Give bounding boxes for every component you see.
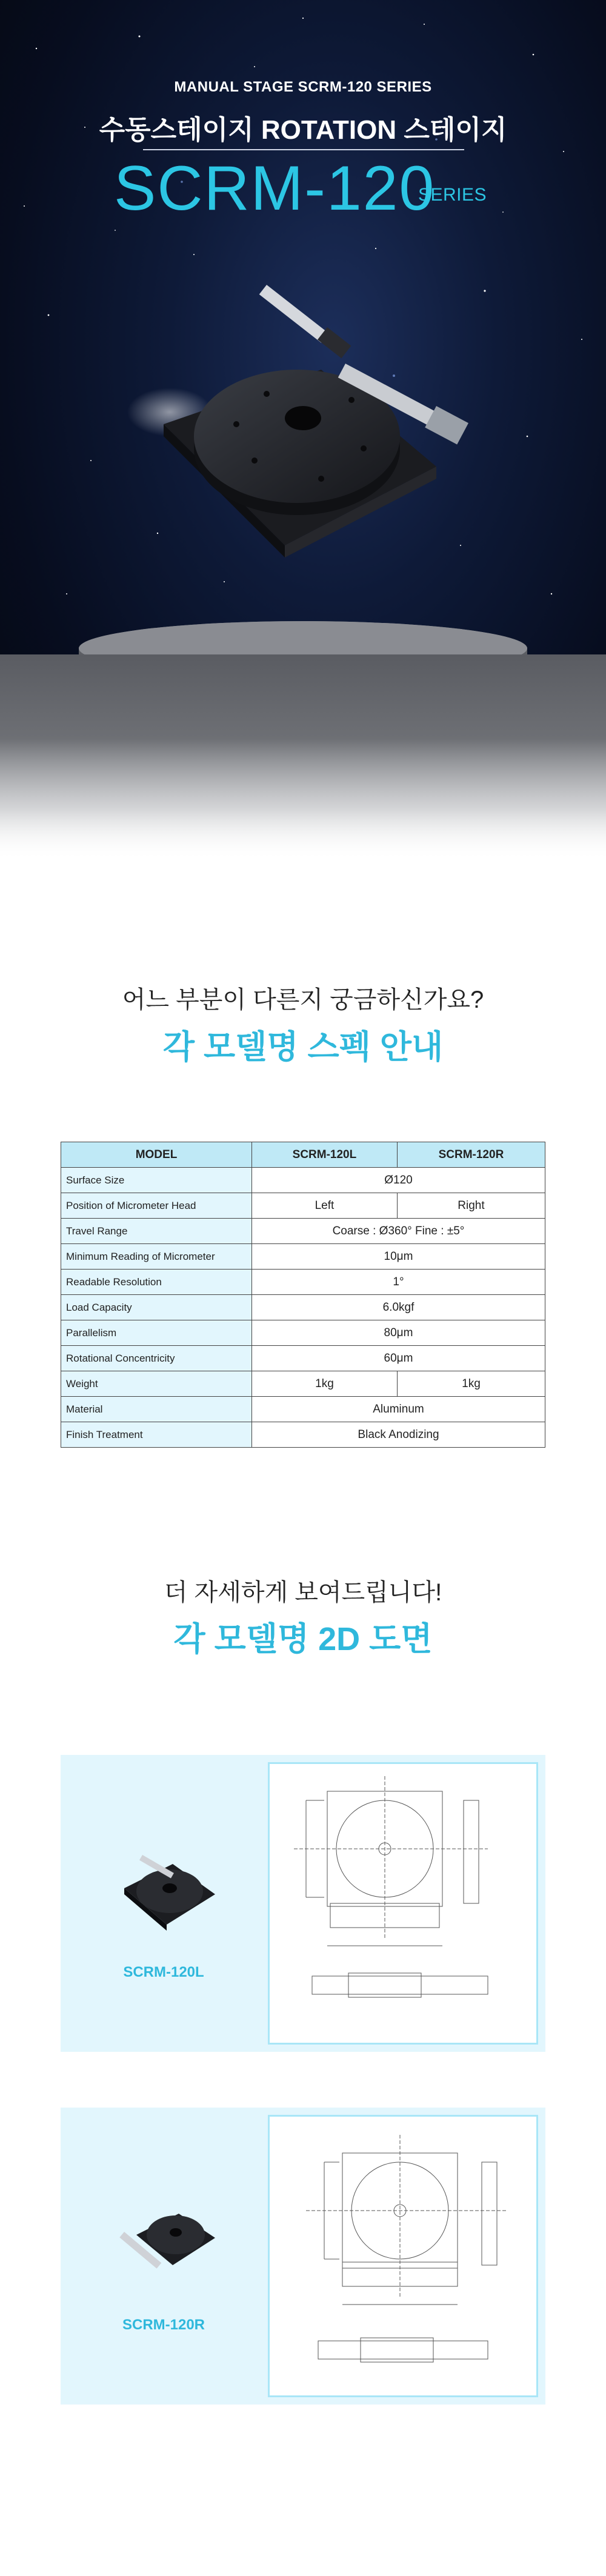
table-row [61, 1320, 545, 1346]
model-name-120r: SCRM-120R [122, 2317, 205, 2333]
table-header-120r: SCRM-120R [397, 1142, 545, 1168]
table-header-model: MODEL [61, 1142, 252, 1168]
row-label: Load Capacity [61, 1295, 252, 1320]
model-panel-120l [61, 1755, 545, 2052]
table-row [61, 1371, 545, 1397]
row-value: 80μm [252, 1320, 545, 1346]
spec-heading: 각 모델명 스펙 안내 [162, 1029, 444, 1065]
row-value-left: 1kg [252, 1371, 398, 1397]
hero-subtitle: MANUAL STAGE SCRM-120 SERIES [174, 79, 432, 95]
row-label: Material [61, 1397, 252, 1422]
drawing-heading: 각 모델명 2D 도면 [173, 1621, 433, 1657]
stage-thumbnail-120r [112, 2186, 221, 2295]
table-header-row [61, 1142, 545, 1168]
hero-series-label: SERIES [418, 185, 487, 205]
technical-drawing-120l [270, 1764, 536, 2043]
drawing-question: 더 자세하게 보여드립니다! [164, 1579, 442, 1606]
stage-thumbnail-120l [112, 1840, 221, 1943]
row-value: Coarse : Ø360° Fine : ±5° [252, 1219, 545, 1244]
row-label: Readable Resolution [61, 1270, 252, 1295]
row-value-left: Left [252, 1193, 398, 1219]
row-label: Parallelism [61, 1320, 252, 1346]
row-label: Finish Treatment [61, 1422, 252, 1448]
row-value: Black Anodizing [252, 1422, 545, 1448]
table-row [61, 1422, 545, 1448]
table-row [61, 1219, 545, 1244]
row-value: Ø120 [252, 1168, 545, 1193]
row-value-right: 1kg [397, 1371, 545, 1397]
row-label: Minimum Reading of Micrometer [61, 1244, 252, 1270]
rotation-stage-image [0, 0, 606, 667]
spec-table [61, 1142, 545, 1448]
row-label: Travel Range [61, 1219, 252, 1244]
hero-model-name: SCRM-120 [114, 153, 436, 224]
row-value: Aluminum [252, 1397, 545, 1422]
table-row [61, 1168, 545, 1193]
row-value-right: Right [397, 1193, 545, 1219]
table-header-120l: SCRM-120L [252, 1142, 398, 1168]
row-label: Position of Micrometer Head [61, 1193, 252, 1219]
row-label: Weight [61, 1371, 252, 1397]
row-value: 10μm [252, 1244, 545, 1270]
table-row [61, 1397, 545, 1422]
hero-banner [0, 0, 606, 860]
spec-question: 어느 부분이 다른지 궁금하신가요? [122, 987, 484, 1013]
table-row [61, 1270, 545, 1295]
table-row [61, 1295, 545, 1320]
table-row [61, 1346, 545, 1371]
row-value: 1° [252, 1270, 545, 1295]
table-row [61, 1193, 545, 1219]
drawing-frame-120r [268, 2115, 538, 2397]
row-label: Rotational Concentricity [61, 1346, 252, 1371]
hero-title: 수동스테이지 ROTATION 스테이지 [99, 115, 507, 145]
table-row [61, 1244, 545, 1270]
row-value: 60μm [252, 1346, 545, 1371]
technical-drawing-120r [270, 2117, 536, 2395]
row-value: 6.0kgf [252, 1295, 545, 1320]
model-panel-120r [61, 2108, 545, 2405]
row-label: Surface Size [61, 1168, 252, 1193]
drawing-frame-120l [268, 1762, 538, 2045]
model-name-120l: SCRM-120L [123, 1964, 204, 1980]
